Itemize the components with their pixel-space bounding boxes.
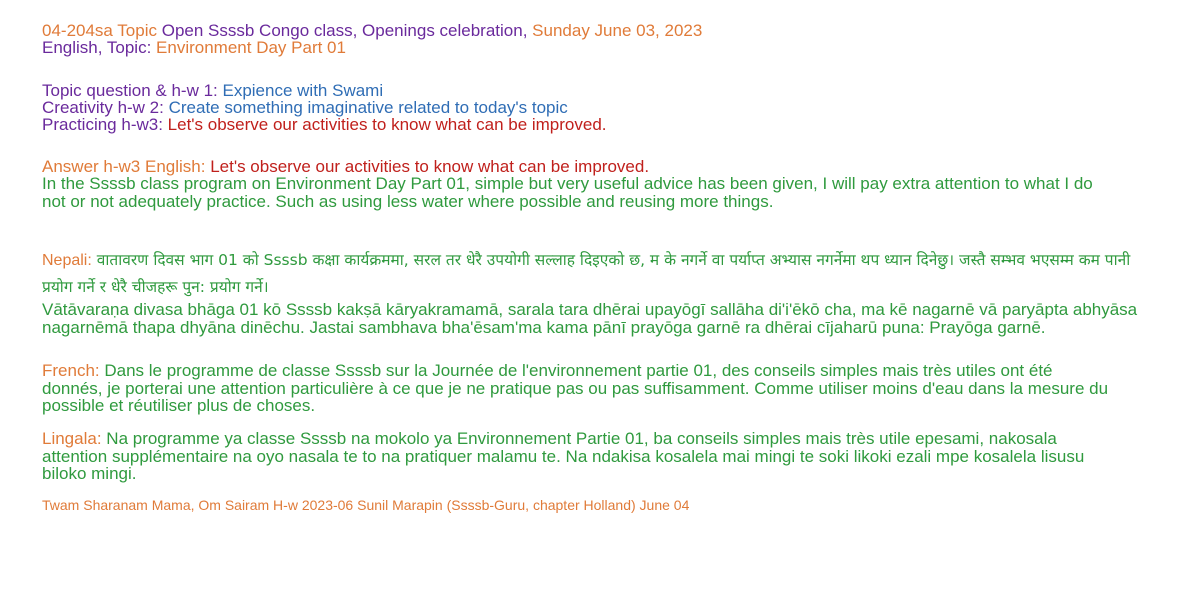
- header: [42, 22, 1162, 56]
- footer: [42, 497, 1162, 513]
- nepali-label: Nepali:: [42, 252, 92, 269]
- homework-label: Topic question & h-w 1:: [42, 81, 218, 100]
- homework-item-3: [42, 116, 1162, 133]
- homework-label: Practicing h-w3:: [42, 115, 163, 134]
- answer-heading: [42, 158, 1162, 175]
- homework-text: Create something imaginative related to today's topic: [163, 98, 568, 117]
- nepali-devanagari: [42, 247, 1152, 301]
- answer-lingala: [42, 430, 1162, 483]
- answer-label: Answer h-w3 English:: [42, 157, 206, 176]
- french-paragraph: [42, 362, 1112, 415]
- homework-text: Let's observe our activities to know what can be improved.: [162, 115, 607, 134]
- lingala-paragraph: [42, 430, 1112, 483]
- french-label: French:: [42, 361, 100, 380]
- homework-label: Creativity h-w 2:: [42, 98, 164, 117]
- french-text: Dans le programme de classe Ssssb sur la Journée de l'environnement partie 01, des conseils simples mais très utiles ont été donnés, je porterai une attention particulière à ce que je ne pratique pas ou pas suffisamment. Comme utiliser moins d'eau dans la mesure du possible et réutiliser plus de choses.: [42, 361, 1109, 415]
- lingala-label: Lingala:: [42, 429, 102, 448]
- homework-item-2: [42, 99, 1162, 116]
- answer-question: Let's observe our activities to know what can be improved.: [205, 157, 650, 176]
- header-line-1: [42, 22, 1162, 39]
- lingala-text: Na programme ya classe Ssssb na mokolo ya Environnement Partie 01, ba conseils simples mais très utile epesami, nakosala attention supplémentaire na oyo nasala te to na pratiquer malamu te. Na ndakisa kosalela mai mingi te soki likoki ezali mpe kosalela lisusu biloko mingi.: [42, 429, 1085, 483]
- header-line-2: [42, 39, 1162, 56]
- homework-text: Expience with Swami: [217, 81, 384, 100]
- homework-list: [42, 82, 1162, 133]
- answer-english: [42, 158, 1162, 210]
- answer-body: In the Ssssb class program on Environment Day Part 01, simple but very useful advice has been given, I will pay extra attention to what I do not or not adequately practice. Such as using less water where possible and reusing more things.: [42, 174, 1093, 211]
- nepali-transliteration: Vātāvaraṇa divasa bhāga 01 kō Ssssb kakṣā kāryakramamā, sarala tara dhērai upayōgī sallāha di'i'ēkō cha, ma kē nagarnē vā paryāpta abhyāsa nagarnēmā thapa dhyāna dinēchu. Jastai sambhava bha'ēsam'ma kama pānī prayōga garnē ra dhērai cījaharū puna: Prayōga garnē.: [42, 300, 1138, 337]
- class-title: Open Ssssb Congo class, Openings celebration,: [157, 21, 528, 40]
- topic-label: English, Topic:: [42, 38, 152, 57]
- nepali-text: वातावरण दिवस भाग 01 को Ssssb कक्षा कार्यक्रममा, सरल तर धेरै उपयोगी सल्लाह दिइएको छ, म के नगर्ने वा पर्याप्त अभ्यास नगर्नेमा थप ध्यान दिनेछु। जस्तै सम्भव भएसम्म कम पानी प्रयोग गर्ने र धेरै चीजहरू पुन: प्रयोग गर्ने।: [42, 251, 1131, 296]
- class-date: Sunday June 03, 2023: [527, 21, 703, 40]
- homework-item-1: [42, 82, 1162, 99]
- answer-nepali: [42, 247, 1162, 336]
- footer-signature: Twam Sharanam Mama, Om Sairam H-w 2023-06 Sunil Marapin (Ssssb-Guru, chapter Holland) June 04: [42, 497, 690, 513]
- class-code: 04-204sa Topic: [42, 21, 157, 40]
- topic-name: Environment Day Part 01: [151, 38, 346, 57]
- answer-french: [42, 362, 1162, 415]
